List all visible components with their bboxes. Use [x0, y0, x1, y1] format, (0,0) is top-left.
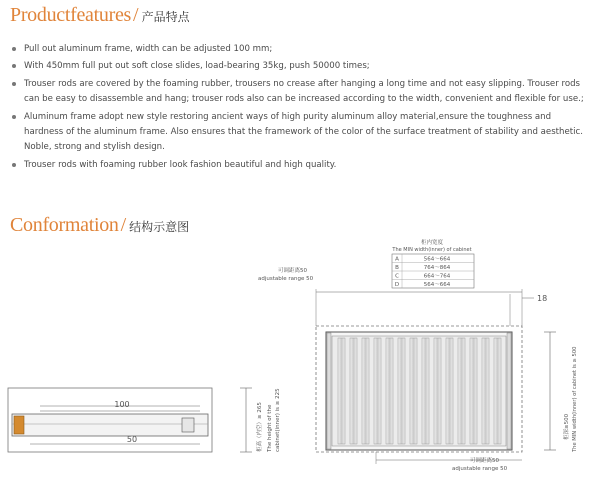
feature-text: With 450mm full put out soft close slides, load-bearing 35kg, push 50000 times; [24, 61, 370, 72]
trouser-rod [434, 338, 441, 444]
features-title-cn: 产品特点 [141, 10, 190, 24]
depth-label-cn: 柜深≥500 [564, 413, 570, 440]
dim-50-label: 50 [126, 435, 138, 444]
conformation-title-cn: 结构示意图 [129, 220, 190, 234]
feature-text: Trouser rods are covered by the foaming rubber, trousers no crease after hanging a long time and not easy slipping. Trouser rods can be easy to disassemble and hang; trouser rods also can be increased according to the width, convenient and flexible for use.; [24, 78, 584, 105]
trouser-rod [386, 338, 393, 444]
trouser-rod [446, 338, 453, 444]
trouser-rod [482, 338, 489, 444]
feature-text: Aluminum frame adopt new style restoring ancient ways of high purity aluminum alloy material,ensure the toughness and hardness of the aluminum frame. Also ensures that the framework of the color of the surface treatment of stability and aesthetic. Noble, strong and stylish design. [24, 111, 583, 153]
table-title-cn: 柜内宽度 [420, 240, 444, 246]
trouser-rod [374, 338, 381, 444]
front-handle [14, 416, 24, 434]
trouser-rod [398, 338, 405, 444]
title-slash: / [120, 214, 127, 236]
width-table [391, 238, 474, 288]
table-range: 664～764 [423, 273, 451, 280]
trouser-rod [362, 338, 369, 444]
rear-bracket [182, 418, 194, 432]
height-label-en2: cabinet(inner) is ≥ 225 [275, 388, 281, 452]
trouser-rod [338, 338, 345, 444]
trouser-rod [410, 338, 417, 444]
depth-label-en: The MIN width(inner) of cabinet is ≥ 500 [572, 346, 578, 452]
trouser-rod [422, 338, 429, 444]
trouser-rod [350, 338, 357, 444]
adj-top-cn: 可调距离50 [278, 268, 307, 274]
trouser-rod [494, 338, 501, 444]
height-label-en: The height of the [267, 404, 273, 452]
table-range: 564～664 [423, 282, 451, 288]
table-code: B [395, 265, 399, 271]
height-label-cn: 柜高（内空）≥ 265 [257, 402, 263, 452]
table-range: 564～664 [423, 256, 451, 263]
trouser-rod [470, 338, 477, 444]
table-code: D [394, 282, 400, 288]
table-title-en: The MIN width(inner) of cabinet [392, 247, 472, 253]
dim-100-label: 100 [114, 400, 130, 409]
adj-bottom-en: adjustable range 50 [452, 466, 508, 472]
table-code: A [395, 256, 399, 263]
title-slash: / [133, 4, 139, 26]
frame-profile [12, 414, 208, 436]
top-view [258, 266, 578, 472]
feature-text: Pull out aluminum frame, width can be adjusted 100 mm; [24, 44, 273, 54]
feature-text: Trouser rods with foaming rubber look fashion beautiful and high quality. [24, 159, 337, 170]
table-range: 764～864 [423, 265, 451, 271]
side-view [8, 388, 281, 453]
conformation-title-en: Conformation [10, 214, 119, 236]
adj-bottom-cn: 可调距离50 [470, 458, 499, 464]
table-code: C [395, 273, 399, 280]
features-title-en: Productfeatures [10, 4, 132, 26]
trouser-rod [458, 338, 465, 444]
dim-18-label: 18 [537, 294, 548, 303]
adj-top-en: adjustable range 50 [258, 276, 314, 282]
